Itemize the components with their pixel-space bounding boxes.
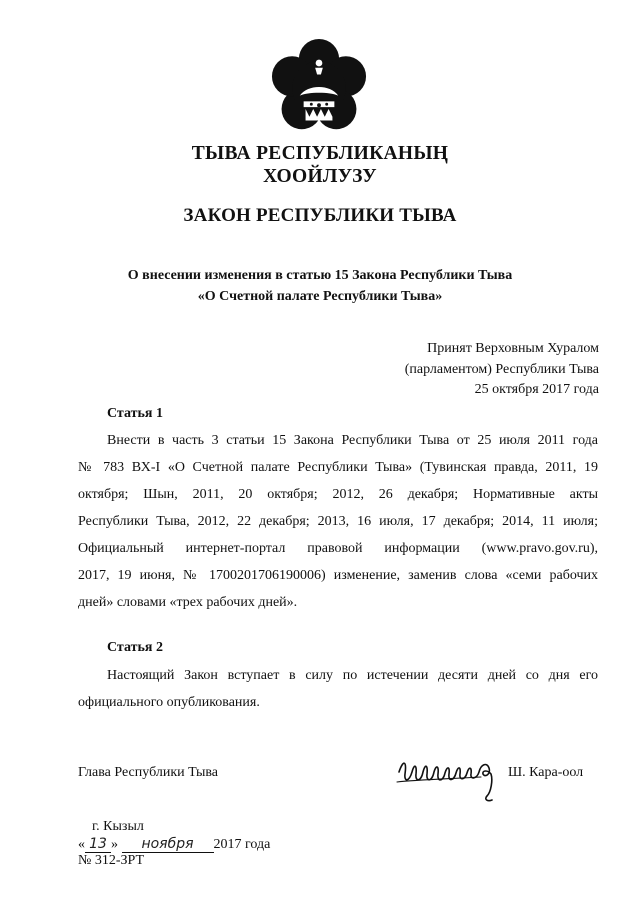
handwritten-signature-icon [395, 752, 510, 804]
date-day: 13 [85, 836, 111, 853]
law-title: ЗАКОН РЕСПУБЛИКИ ТЫВА [183, 205, 457, 226]
adoption-line: Принят Верховным Хуралом [427, 341, 599, 356]
date-open-quote: « [78, 837, 85, 852]
law-subject-line-1: О внесении изменения в статью 15 Закона Республики Тыва [127, 268, 513, 283]
article-2-text [78, 662, 598, 716]
law-subject-line-2: «О Счетной палате Республики Тыва» [197, 289, 443, 304]
date-month: ноября [122, 836, 214, 853]
adoption-block [405, 339, 599, 401]
header-line-1: ТЫВА РЕСПУБЛИКАНЫҢ [191, 143, 449, 164]
tuva-coat-of-arms-icon [271, 38, 367, 134]
article-2-heading: Статья 2 [107, 640, 163, 655]
place-of-signing: г. Кызыл [92, 819, 144, 834]
article-1-line: № 783 ВХ-I «О Счетной палате Республики Тыва» (Тувинская правда, 2011, 19 [78, 460, 598, 475]
signatory-title: Глава Республики Тыва [78, 765, 219, 780]
article-1-line: октября; Шын, 2011, 20 октября; 2012, 26 декабря; Нормативные акты [78, 487, 598, 502]
adoption-date: 25 октября 2017 года [474, 382, 599, 397]
article-1-line: Республики Тыва, 2012, 22 декабря; 2013, 16 июля, 17 декабря; 2014, 11 июля; [78, 514, 598, 529]
signing-date [78, 836, 270, 853]
article-1-line: Официальный интернет-портал правовой информации (www.pravo.gov.ru), [78, 541, 598, 556]
signatory-name: Ш. Кара-оол [508, 765, 584, 780]
adoption-line: (парламентом) Республики Тыва [404, 361, 599, 377]
article-2-line: Настоящий Закон вступает в силу по истечении десяти дней со дня его [107, 668, 598, 683]
date-year: 2017 года [213, 837, 271, 852]
article-1-line: 2017, 19 июня, № 1700201706190006) изменение, заменив слова «семи рабочих [78, 568, 598, 583]
article-1-line: дней» словами «трех рабочих дней». [78, 595, 298, 610]
article-1-line: Внести в часть 3 статьи 15 Закона Республики Тыва от 25 июля 2011 года [107, 433, 598, 448]
article-1-heading: Статья 1 [107, 406, 163, 421]
article-1-text [78, 427, 598, 616]
article-2-line: официального опубликования. [78, 695, 260, 710]
law-number: № 312-ЗРТ [78, 853, 145, 868]
date-close-quote: » [111, 837, 118, 852]
header-line-2: ХООЙЛУЗУ [263, 166, 377, 187]
